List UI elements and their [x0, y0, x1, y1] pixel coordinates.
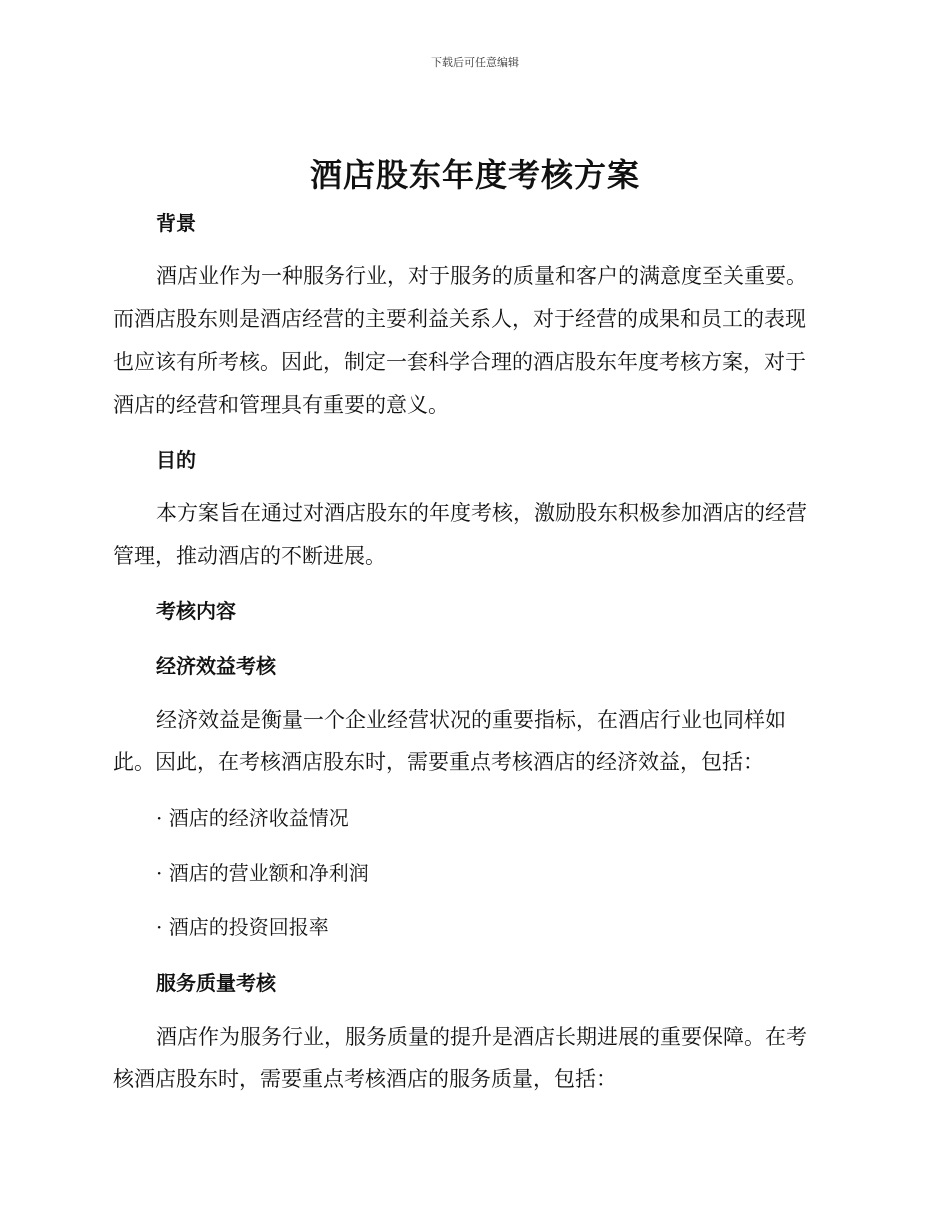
paragraph-line: 酒店作为服务行业，服务质量的提升是酒店长期进展的重要保障。在考 [156, 1025, 807, 1049]
document-title: 酒店股东年度考核方案 [309, 156, 640, 194]
header-note: 下载后可任意编辑 [431, 56, 519, 69]
paragraph-line: 也应该有所考核。因此，制定一套科学合理的酒店股东年度考核方案，对于 [113, 350, 806, 374]
section-heading-purpose: 目的 [156, 448, 196, 472]
paragraph-line: 酒店业作为一种服务行业，对于服务的质量和客户的满意度至关重要。 [156, 264, 807, 288]
paragraph-line: 核酒店股东时，需要重点考核酒店的服务质量，包括： [113, 1067, 617, 1091]
list-item: · 酒店的投资回报率 [156, 915, 329, 939]
section-heading-background: 背景 [156, 211, 196, 235]
paragraph-line: 而酒店股东则是酒店经营的主要利益关系人，对于经营的成果和员工的表现 [113, 307, 806, 331]
section-heading-economic: 经济效益考核 [156, 654, 276, 678]
list-item: · 酒店的营业额和净利润 [156, 861, 369, 885]
paragraph-line: 经济效益是衡量一个企业经营状况的重要指标，在酒店行业也同样如 [156, 708, 786, 732]
paragraph-line: 酒店的经营和管理具有重要的意义。 [113, 393, 449, 417]
list-item: · 酒店的经济收益情况 [156, 806, 349, 830]
section-heading-content: 考核内容 [156, 599, 236, 623]
section-heading-service: 服务质量考核 [156, 971, 276, 995]
paragraph-line: 管理，推动酒店的不断进展。 [113, 544, 386, 568]
paragraph-line: 本方案旨在通过对酒店股东的年度考核，激励股东积极参加酒店的经营 [156, 501, 807, 525]
paragraph-line: 此。因此，在考核酒店股东时，需要重点考核酒店的经济效益，包括： [113, 750, 764, 774]
